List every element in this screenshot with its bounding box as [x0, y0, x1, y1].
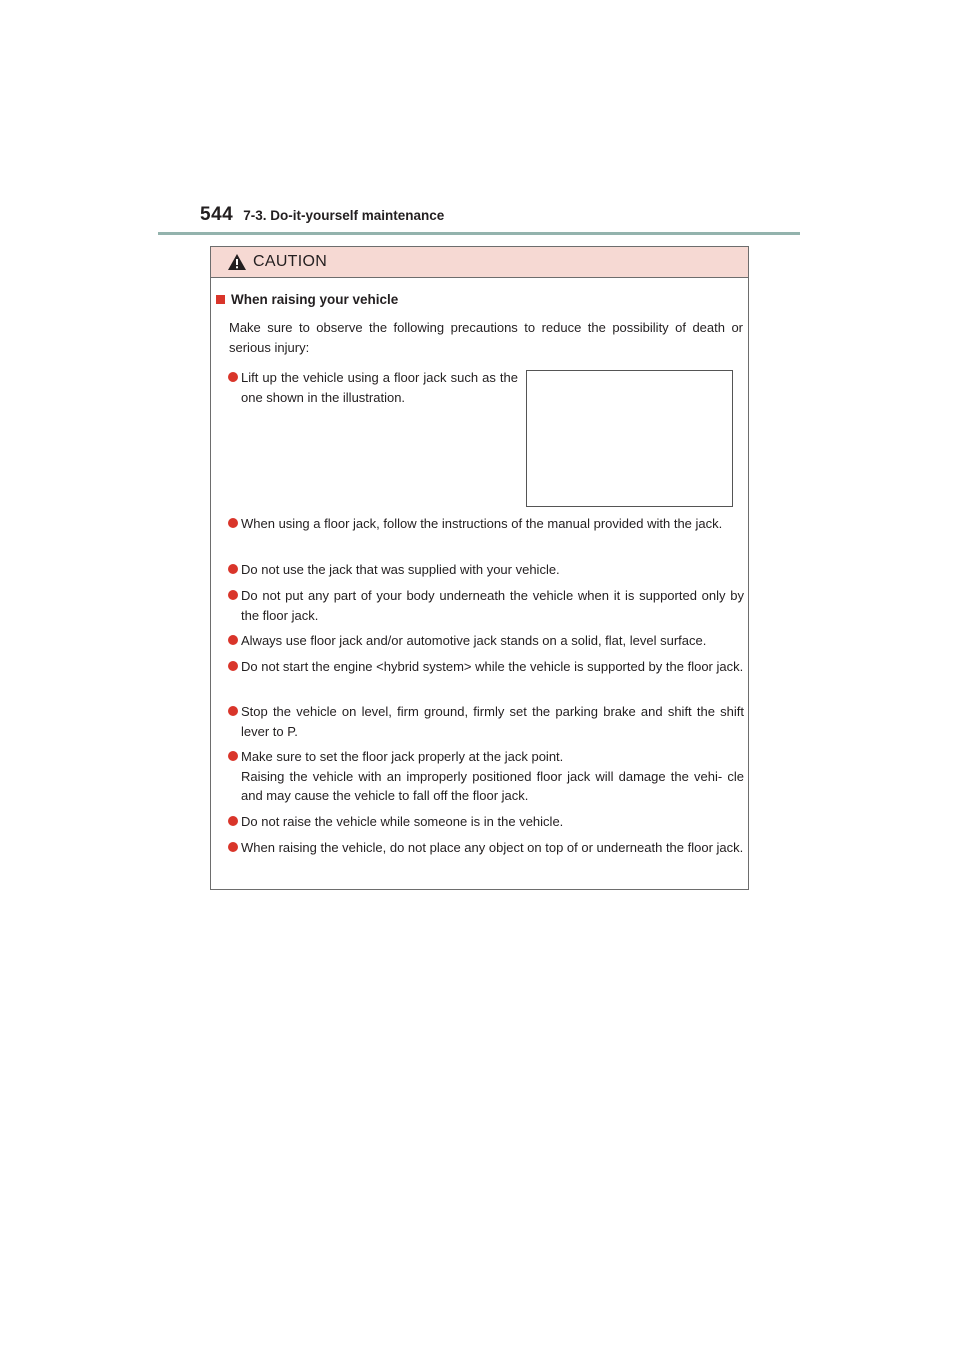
- caution-heading: [216, 292, 398, 307]
- red-square-icon: [216, 295, 225, 304]
- red-circle-bullet-icon: [228, 586, 241, 625]
- red-circle-bullet-icon: [228, 838, 241, 858]
- list-item-text: Do not raise the vehicle while someone is in the vehicle.: [241, 814, 564, 829]
- red-circle-bullet-icon: [228, 657, 241, 677]
- list-item: [228, 812, 744, 832]
- caution-box: [210, 246, 749, 890]
- list-item: [228, 560, 744, 580]
- red-circle-bullet-icon: [228, 514, 241, 534]
- caution-heading-text: When raising your vehicle: [231, 292, 399, 307]
- list-item-text: Lift up the vehicle using a floor jack such as the one shown in the illustration.: [241, 370, 518, 405]
- caution-intro: Make sure to observe the following precautions to reduce the possibility of death or serious injury:: [229, 320, 743, 355]
- list-item-text: When raising the vehicle, do not place any object on top of or underneath the floor jack.: [241, 840, 744, 855]
- red-circle-bullet-icon: [228, 702, 241, 741]
- warning-triangle-icon: [227, 253, 247, 271]
- list-item-text: Do not put any part of your body underneath the vehicle when it is supported only by the floor jack.: [241, 588, 744, 623]
- list-item: [228, 368, 518, 407]
- caution-label: CAUTION: [253, 253, 328, 270]
- caution-header: [211, 247, 748, 278]
- list-item: [228, 838, 744, 858]
- page-header: [200, 204, 444, 232]
- list-item: [228, 747, 744, 806]
- section-title: 7-3. Do-it-yourself maintenance: [243, 208, 445, 223]
- red-circle-bullet-icon: [228, 747, 241, 806]
- header-divider: [158, 232, 800, 235]
- list-item-text: Do not start the engine <hybrid system> while the vehicle is supported by the floor jack.: [241, 659, 744, 674]
- list-item-text: Always use floor jack and/or automotive jack stands on a solid, flat, level surface.: [241, 633, 707, 648]
- list-item-text: Stop the vehicle on level, firm ground, firmly set the parking brake and shift the shift lever to P.: [241, 704, 744, 739]
- list-item-text: When using a floor jack, follow the instructions of the manual provided with the jack.: [241, 516, 723, 531]
- red-circle-bullet-icon: [228, 631, 241, 651]
- red-circle-bullet-icon: [228, 368, 241, 407]
- red-circle-bullet-icon: [228, 812, 241, 832]
- list-item: [228, 514, 744, 534]
- list-item: [228, 586, 744, 625]
- list-item: [228, 631, 744, 651]
- list-item-text: Do not use the jack that was supplied with your vehicle.: [241, 562, 560, 577]
- list-item: [228, 657, 744, 677]
- red-circle-bullet-icon: [228, 560, 241, 580]
- list-item-text: Make sure to set the floor jack properly at the jack point. Raising the vehicle with an improperly positioned floor jack will damage the vehi- cle and may cause the vehicle to fall off the floor jack.: [241, 749, 744, 803]
- list-item: [228, 702, 744, 741]
- floor-jack-illustration: [526, 370, 733, 507]
- page-number: 544: [200, 204, 234, 225]
